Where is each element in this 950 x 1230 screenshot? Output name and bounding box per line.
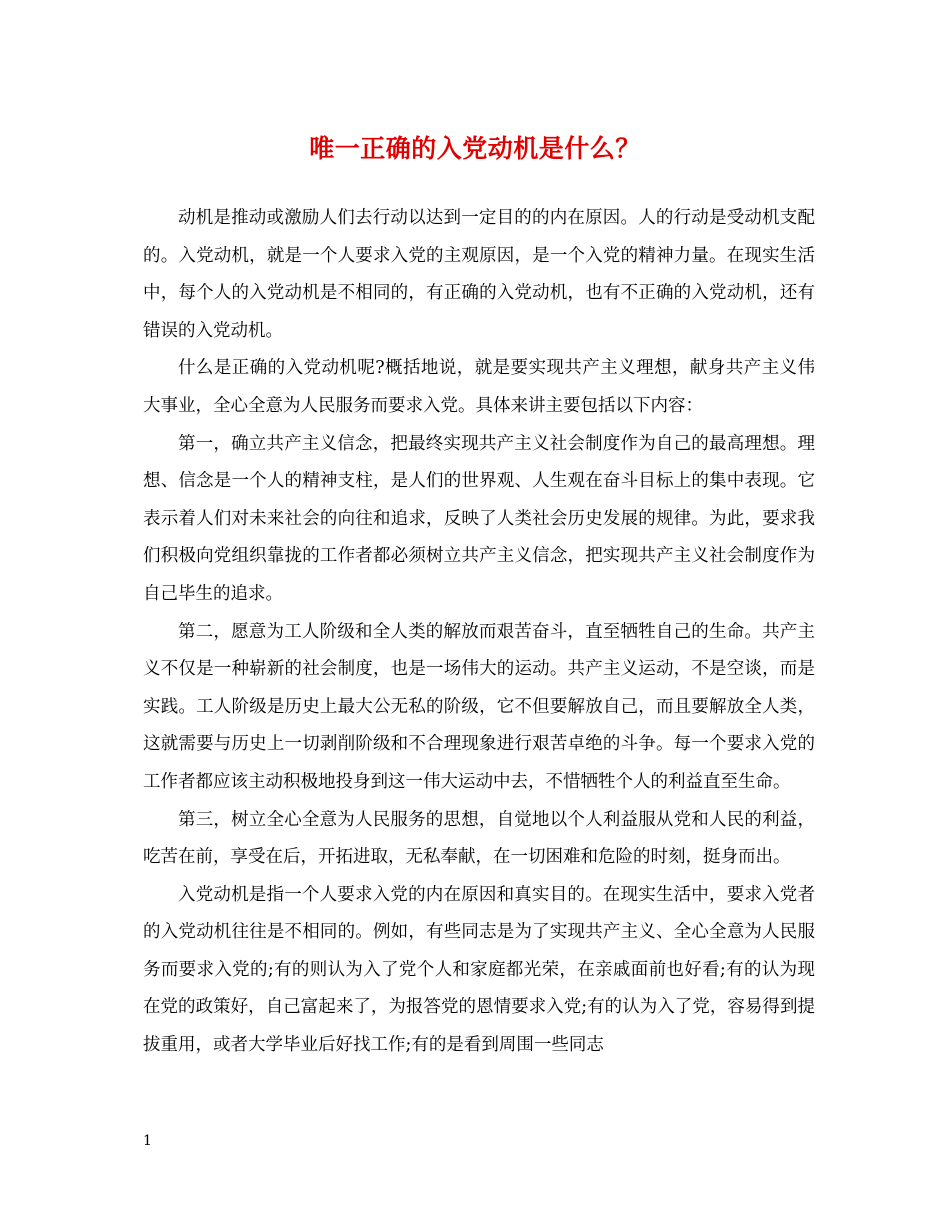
paragraph: 动机是推动或激励人们去行动以达到一定目的的内在原因。人的行动是受动机支配的。入党动机，就是一个人要求入党的主观原因，是一个入党的精神力量。在现实生活中，每个人的入党动机是不相同的，有正确的入党动机，也有不正确的入党动机，还有错误的入党动机。 (143, 208, 815, 341)
document-title: 唯一正确的入党动机是什么？ (309, 134, 641, 163)
paragraph: 什么是正确的入党动机呢?概括地说，就是要实现共产主义理想，献身共产主义伟大事业，全心全意为人民服务而要求入党。具体来讲主要包括以下内容： (143, 358, 815, 416)
paragraph: 第二，愿意为工人阶级和全人类的解放而艰苦奋斗，直至牺牲自己的生命。共产主义不仅是一种崭新的社会制度，也是一场伟大的运动。共产主义运动，不是空谈，而是实践。工人阶级是历史上最大公无私的阶级，它不但要解放自己，而且要解放全人类，这就需要与历史上一切剥削阶级和不合理现象进行艰苦卓绝的斗争。每一个要求入党的工作者都应该主动积极地投身到这一伟大运动中去，不惜牺牲个人的利益直至生命。 (143, 621, 815, 792)
paragraph: 第一，确立共产主义信念，把最终实现共产主义社会制度作为自己的最高理想。理想、信念是一个人的精神支柱，是人们的世界观、人生观在奋斗目标上的集中表现。它表示着人们对未来社会的向往和追求，反映了人类社会历史发展的规律。为此，要求我们积极向党组织靠拢的工作者都必须树立共产主义信念，把实现共产主义社会制度作为自己毕生的追求。 (143, 433, 815, 604)
document-body (143, 200, 815, 1065)
paragraph: 第三，树立全心全意为人民服务的思想，自觉地以个人利益服从党和人民的利益，吃苦在前，享受在后，开拓进取，无私奉献，在一切困难和危险的时刻，挺身而出。 (143, 809, 815, 868)
page-number: 1 (143, 1133, 152, 1149)
paragraph: 入党动机是指一个人要求入党的内在原因和真实目的。在现实生活中，要求入党者的入党动机往往是不相同的。例如，有些同志是为了实现共产主义、全心全意为人民服务而要求入党的;有的则认为入了党个人和家庭都光荣，在亲戚面前也好看;有的认为现在党的政策好，自己富起来了，为报答党的恩情要求入党;有的认为入了党，容易得到提拔重用，或者大学毕业后好找工作;有的是看到周围一些同志 (143, 884, 815, 1056)
